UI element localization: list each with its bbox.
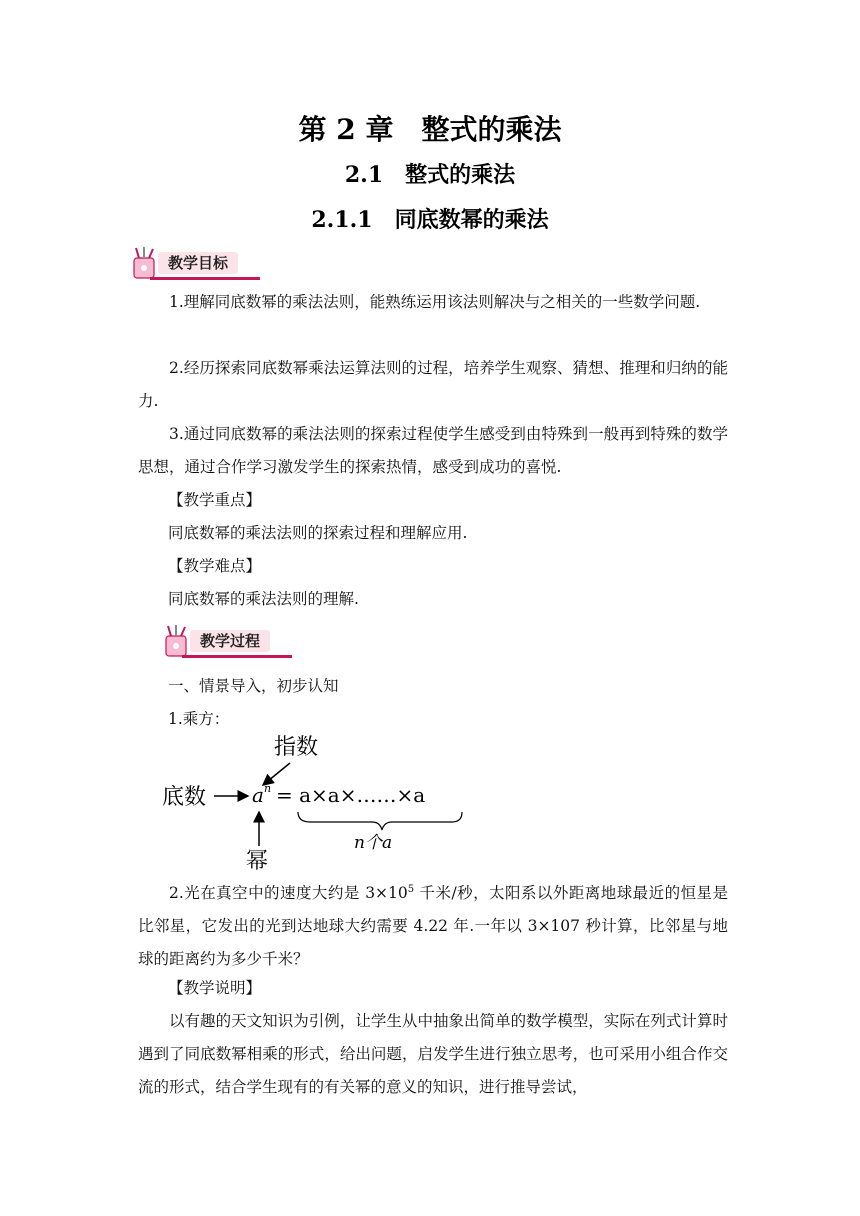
process-banner-underline xyxy=(182,655,292,658)
process-banner xyxy=(160,624,360,660)
key-points-text: 同底数幂的乘法法则的探索过程和理解应用. xyxy=(168,524,468,542)
goal-item-2: 2.经历探索同底数幂乘法运算法则的过程，培养学生观察、猜想、推理和归纳的能力. xyxy=(138,359,728,410)
brace-label: n个a xyxy=(354,833,393,853)
goals-banner xyxy=(128,246,328,282)
base-label: 底数 xyxy=(162,785,207,810)
chapter-title: 第 2 章 整式的乘法 xyxy=(298,113,562,146)
exponent-label: 指数 xyxy=(274,735,319,760)
goal-item-1: 1.理解同底数幂的乘法法则，能熟练运用该法则解决与之相关的一些数学问题. xyxy=(169,293,701,311)
goals-banner-underline xyxy=(150,277,260,280)
goals-banner-label: 教学目标 xyxy=(158,252,238,274)
lhs-exponent: n xyxy=(264,782,272,795)
process-item-2 xyxy=(138,873,728,976)
formula-rhs: = a×a×……×a xyxy=(276,783,426,807)
process-part-1: 一、情景导入，初步认知 xyxy=(168,677,339,695)
difficulties-label: 【教学难点】 xyxy=(168,557,262,575)
process-item-1: 1.乘方： xyxy=(168,710,230,728)
key-points-label: 【教学重点】 xyxy=(168,491,262,509)
teaching-note-label: 【教学说明】 xyxy=(168,979,262,997)
goal-item-3: 3.通过同底数幂的乘法法则的探索过程使学生感受到由特殊到一般再到特殊的数学思想，通过合作学习激发学生的探索热情，感受到成功的喜悦. xyxy=(138,425,728,476)
power-label: 幂 xyxy=(246,849,269,870)
process-item-2-after: 千米/秒，太阳系以外距离地球最近的恒星是比邻星，它发出的光到达地球大约需要 4.22 年.一年以 3×107 秒计算，比邻星与地球的距离约为多少千米？ xyxy=(138,884,728,969)
process-banner-label: 教学过程 xyxy=(190,630,270,652)
process-item-2-exponent: 5 xyxy=(407,884,415,895)
power-formula-diagram xyxy=(160,730,480,870)
process-item-2-before: 2.光在真空中的速度大约是 3×10 xyxy=(169,884,408,903)
subsection-title: 2.1.1 同底数幂的乘法 xyxy=(311,207,549,233)
lhs-base: a xyxy=(252,783,264,807)
section-title: 2.1 整式的乘法 xyxy=(344,162,516,188)
teaching-note-text: 以有趣的天文知识为引例，让学生从中抽象出简单的数学模型，实际在列式计算时遇到了同底数幂相乘的形式，给出问题，启发学生进行独立思考，也可采用小组合作交流的形式，结合学生现有的有关幂的意义的知识，进行推导尝试， xyxy=(138,1012,728,1096)
difficulties-text: 同底数幂的乘法法则的理解. xyxy=(168,590,359,608)
